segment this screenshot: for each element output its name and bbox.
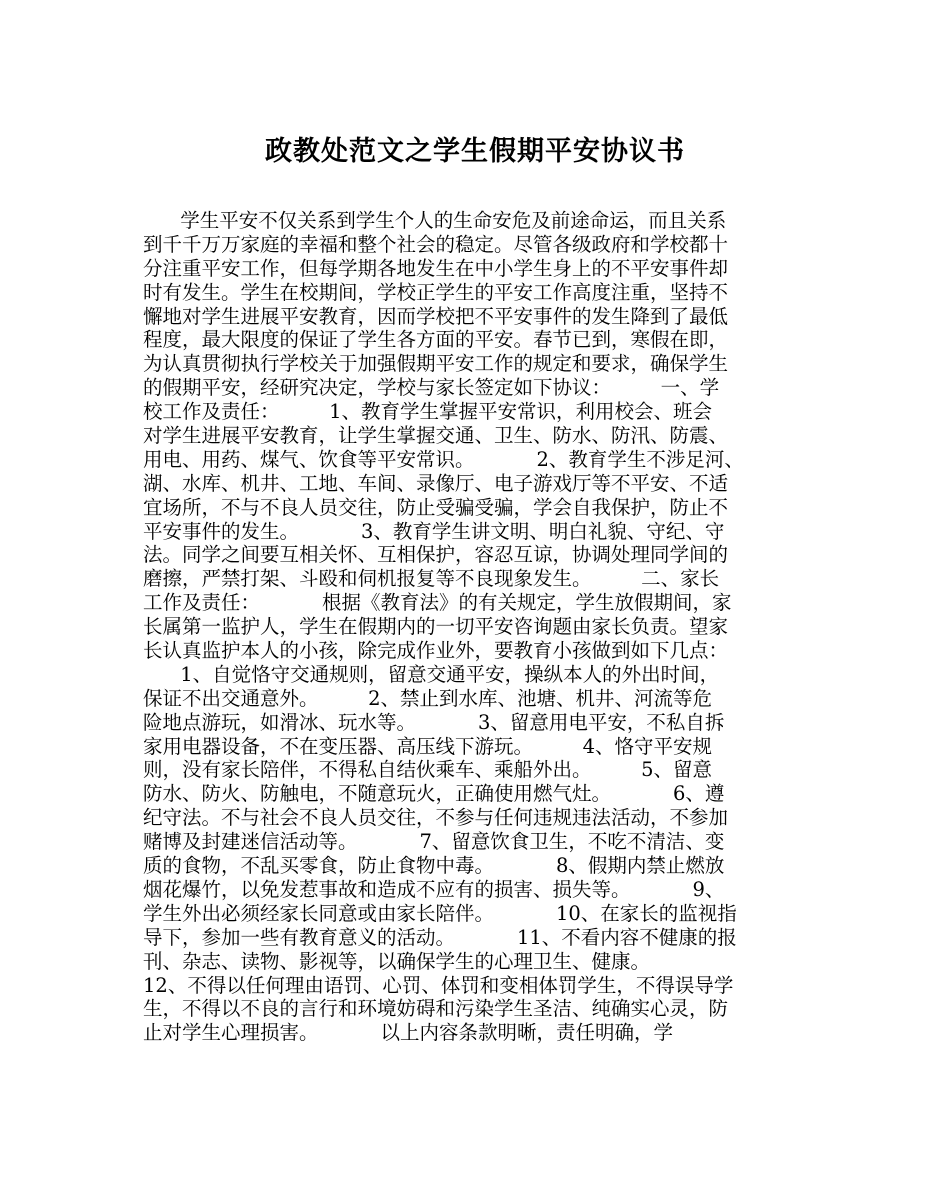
body-line: 则，没有家长陪伴，不得私自结伙乘车、乘船外出。 5、留意 bbox=[143, 758, 712, 782]
body-line: 刊、杂志、读物、影视等，以确保学生的心理卫生、健康。 bbox=[143, 949, 651, 973]
body-line: 对学生进展平安教育，让学生掌握交通、卫生、防水、防汛、防震、 bbox=[143, 424, 729, 448]
body-line: 保证不出交通意外。 2、禁止到水库、池塘、机井、河流等危 bbox=[143, 686, 712, 710]
body-line: 防水、防火、防触电，不随意玩火，正确使用燃气灶。 6、遵 bbox=[143, 782, 725, 806]
body-line: 1、自觉恪守交通规则，留意交通平安，操纵本人的外出时间， bbox=[143, 662, 720, 686]
body-line: 湖、水库、机井、工地、车间、录像厅、电子游戏厅等不平安、不适 bbox=[143, 471, 729, 495]
body-line: 学生外出必须经家长同意或由家长陪伴。 10、在家长的监视指 bbox=[143, 901, 737, 925]
body-line: 法。同学之间要互相关怀、互相保护，容忍互谅，协调处理同学间的 bbox=[143, 543, 729, 567]
body-line: 磨擦，严禁打架、斗殴和伺机报复等不良现象发生。 二、家长 bbox=[143, 567, 720, 591]
body-line: 止对学生心理损害。 以上内容条款明晰，责任明确，学 bbox=[143, 1021, 673, 1045]
body-line: 12、不得以任何理由语罚、心罚、体罚和变相体罚学生，不得误导学 bbox=[143, 973, 734, 997]
body-line: 工作及责任： 根据《教育法》的有关规定，学生放假期间，家 bbox=[143, 591, 732, 615]
body-line: 到千千万万家庭的幸福和整个社会的稳定。尽管各级政府和学校都十 bbox=[143, 232, 729, 256]
body-line: 平安事件的发生。 3、教育学生讲文明、明白礼貌、守纪、守 bbox=[143, 519, 725, 543]
body-line: 赌博及封建迷信活动等。 7、留意饮食卫生，不吃不清洁、变 bbox=[143, 830, 725, 854]
body-line: 时有发生。学生在校期间，学校正学生的平安工作高度注重，坚持不 bbox=[143, 280, 729, 304]
body-line: 质的食物，不乱买零食，防止食物中毒。 8、假期内禁止燃放 bbox=[143, 854, 725, 878]
body-line: 为认真贯彻执行学校关于加强假期平安工作的规定和要求，确保学生 bbox=[143, 352, 729, 376]
body-line: 宜场所，不与不良人员交往，防止受骗受骗，学会自我保护，防止不 bbox=[143, 495, 729, 519]
body-line: 长属第一监护人，学生在假期内的一切平安咨询题由家长负责。望家 bbox=[143, 615, 729, 639]
body-line: 的假期平安，经研究决定，学校与家长签定如下协议： 一、学 bbox=[143, 376, 720, 400]
body-line: 用电、用药、煤气、饮食等平安常识。 2、教育学生不涉足河、 bbox=[143, 447, 744, 471]
body-line: 纪守法。不与社会不良人员交往，不参与任何违规违法活动，不参加 bbox=[143, 806, 729, 830]
body-line: 校工作及责任： 1、教育学生掌握平安常识，利用校会、班会 bbox=[143, 400, 712, 424]
body-line: 分注重平安工作，但每学期各地发生在中小学生身上的不平安事件却 bbox=[143, 256, 729, 280]
body-line: 家用电器设备，不在变压器、高压线下游玩。 4、恪守平安规 bbox=[143, 734, 712, 758]
body-line: 险地点游玩，如滑冰、玩水等。 3、留意用电平安，不私自拆 bbox=[143, 710, 725, 734]
body-line: 懈地对学生进展平安教育，因而学校把不平安事件的发生降到了最低 bbox=[143, 304, 729, 328]
body-line: 导下，参加一些有教育意义的活动。 11、不看内容不健康的报 bbox=[143, 925, 737, 949]
body-line: 烟花爆竹，以免发惹事故和造成不应有的损害、损失等。 9、 bbox=[143, 877, 725, 901]
body-line: 学生平安不仅关系到学生个人的生命安危及前途命运，而且关系 bbox=[143, 209, 727, 232]
document-body bbox=[143, 209, 815, 1045]
body-line: 生，不得以不良的言行和环境妨碍和污染学生圣洁、纯确实心灵，防 bbox=[143, 997, 729, 1021]
body-line: 程度，最大限度的保证了学生各方面的平安。春节已到，寒假在即， bbox=[143, 328, 729, 352]
document-title: 政教处范文之学生假期平安协议书 bbox=[265, 136, 685, 167]
body-line: 长认真监护本人的小孩，除完成作业外，要教育小孩做到如下几点： bbox=[143, 639, 729, 663]
